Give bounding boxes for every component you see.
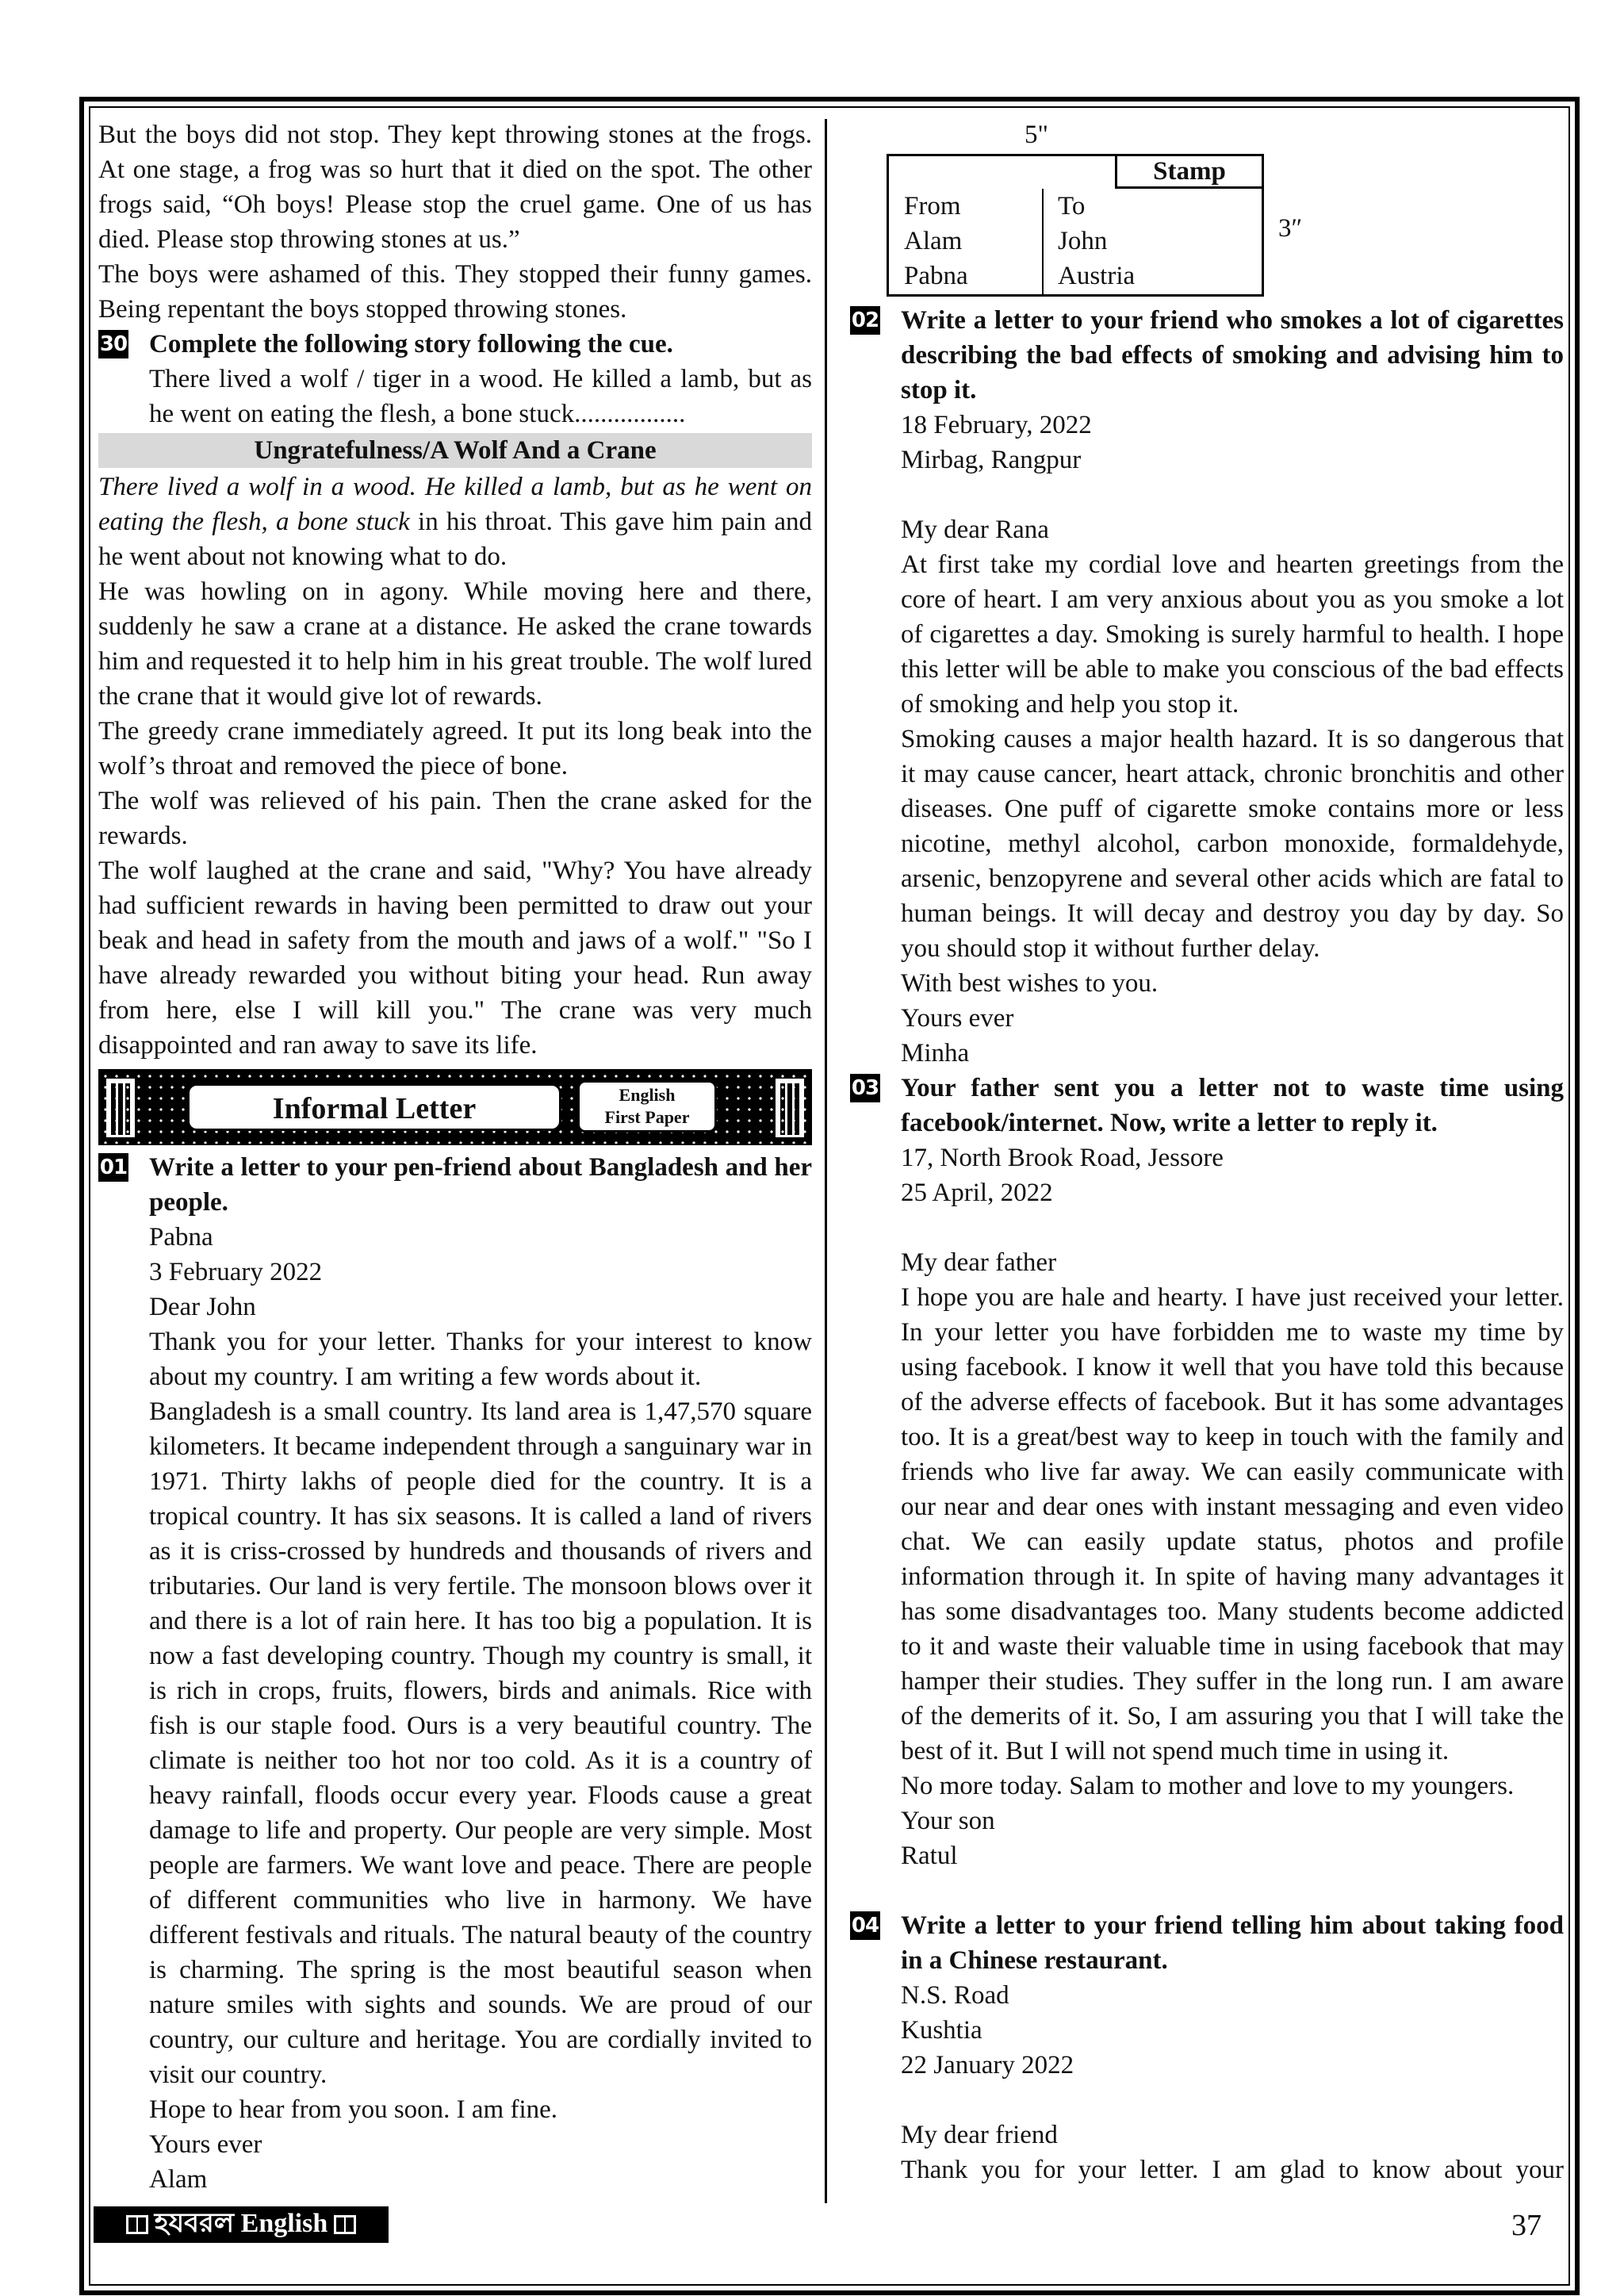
question-text: Write a letter to your friend who smokes a lot of cigarettes describing the bad effects of smoking and advising him to stop it. <box>901 306 1564 404</box>
left-column <box>98 117 812 2197</box>
story-title: Ungratefulness/A Wolf And a Crane <box>98 433 812 468</box>
column-divider <box>825 119 827 2203</box>
question-02 <box>850 303 1564 408</box>
letter-paragraph: No more today. Salam to mother and love to my youngers. <box>901 1772 1515 1800</box>
letter-salutation: My dear friend <box>901 2121 1058 2149</box>
sender-line: From <box>904 192 961 220</box>
letter-signature: Minha <box>901 1039 970 1068</box>
story-opening-italic: There lived a wolf in a wood. He killed a lamb, but as he went on eating the flesh, a bone stuck <box>98 473 812 536</box>
story-paragraph: The wolf was relieved of his pain. Then the crane asked for the rewards. <box>98 787 812 850</box>
question-30 <box>98 327 812 362</box>
letter-paragraph: Smoking causes a major health hazard. It is so dangerous that it may cause cancer, heart attack, chronic bronchitis and other diseases. One puff of cigarette smoke contains more or less nicotine, methyl alcohol, carbon monoxide, formaldehyde, arsenic, benzopyrene and several other acids which are fatal to human beings. It will decay and destroy you day by day. So you should stop it without further delay. <box>901 725 1564 963</box>
sender-line: Pabna <box>904 262 968 290</box>
letter-paragraph: With best wishes to you. <box>901 969 1159 998</box>
section-title: Informal Letter <box>187 1083 561 1131</box>
question-text: Write a letter to your pen-friend about Bangladesh and her people. <box>149 1153 812 1217</box>
letter-date: 3 February 2022 <box>149 1258 323 1286</box>
letter-closing: Yours ever <box>149 2130 262 2159</box>
letter-paragraph: Thank you for your letter. I am glad to know about your <box>901 2156 1564 2184</box>
letter-signature: Ratul <box>901 1842 958 1870</box>
letter-place: Mirbag, Rangpur <box>901 446 1082 474</box>
story-cue: There lived a wolf / tiger in a wood. He killed a lamb, but as he went on eating the flesh, a bone stuck................. <box>149 365 812 428</box>
paper-label-subject: English <box>619 1085 676 1105</box>
letter-date: 22 January 2022 <box>901 2051 1074 2079</box>
story-paragraph: He was howling on in agony. While moving here and there, suddenly he saw a crane at a distance. He asked the crane towards him and requested it to help him in his great trouble. The wolf lured the crane that it would give lot of rewards. <box>98 577 812 711</box>
letter-address: N.S. Road <box>901 1981 1009 2010</box>
story-paragraph: The wolf laughed at the crane and said, "Why? You have already had sufficient rewards in having been permitted to draw out your beak and head in safety from the mouth and jaws of a wolf." "So I have already rewarded you without biting your head. Run away from here, else I will kill you." The crane was very much disappointed and ran away to save its life. <box>98 857 812 1060</box>
envelope-diagram <box>850 117 1564 303</box>
receiver-address <box>1058 189 1135 293</box>
question-text: Your father sent you a letter not to waste time using facebook/internet. Now, write a letter to reply it. <box>901 1074 1564 1137</box>
story-intro-paragraph: But the boys did not stop. They kept throwing stones at the frogs. At one stage, a frog was so hurt that it died on the spot. The other frogs said, “Oh boys! Please stop the cruel game. One of us has died. Please stop throwing stones at us.” <box>98 121 812 254</box>
paper-label <box>577 1080 717 1133</box>
books-icon <box>106 1079 135 1137</box>
letter-paragraph: Bangladesh is a small country. Its land area is 1,47,570 square kilometers. It became independent through a sanguinary war in 1971. Thirty lakhs of people died for the country. It is a tropical country. It has six seasons. It is called a land of rivers as it is criss-crossed by hundreds and thousands of rivers and tributaries. Our land is very fertile. The monsoon blows over it and there is a lot of rain here. It has too big a population. It is now a fast developing country. Though my country is small, it is rich in crops, fruits, flowers, birds and animals. Rice with fish is our staple food. Ours is a very beautiful country. The climate is neither too hot nor too cold. As it is a country of heavy rainfall, floods occur every year. Floods cause a great damage to life and property. Our people are very simple. Most people are farmers. We want love and peace. There are people of different communities who live in harmony. We have different festivals and rituals. The natural beauty of the country is charming. The spring is the most beautiful season when nature smiles with sights and sounds. We are proud of our country, our culture and heritage. You are cordially invited to visit our country. <box>149 1397 812 2089</box>
right-column <box>850 117 1564 2187</box>
publisher-logo-text: হযবরল English <box>154 2208 328 2238</box>
sender-line: Alam <box>904 227 963 255</box>
receiver-line: John <box>1058 227 1108 255</box>
letter-03 <box>850 1140 1564 1873</box>
letter-address: Kushtia <box>901 2016 982 2045</box>
receiver-line: Austria <box>1058 262 1136 290</box>
question-number-badge: 02 <box>850 306 880 335</box>
letter-salutation: My dear Rana <box>901 516 1049 544</box>
question-number-badge: 30 <box>98 330 128 358</box>
paper-label-part: First Paper <box>604 1107 690 1127</box>
story-paragraph: The greedy crane immediately agreed. It put its long beak into the wolf’s throat and removed the piece of bone. <box>98 717 812 780</box>
receiver-line: To <box>1058 192 1086 220</box>
question-text: Write a letter to your friend telling him about taking food in a Chinese restaurant. <box>901 1911 1564 1975</box>
book-icon <box>334 2215 356 2234</box>
envelope-divider <box>1042 189 1044 297</box>
letter-paragraph: Hope to hear from you soon. I am fine. <box>149 2095 558 2124</box>
stamp-box: Stamp <box>1115 154 1264 189</box>
question-number-badge: 04 <box>850 1911 880 1940</box>
envelope-width-label: 5" <box>1025 121 1048 149</box>
question-text: Complete the following story following the cue. <box>149 330 673 358</box>
letter-paragraph: Thank you for your letter. Thanks for your interest to know about my country. I am writing a few words about it. <box>149 1328 812 1391</box>
spacer <box>850 1873 1564 1908</box>
letter-date: 18 February, 2022 <box>901 411 1092 439</box>
spacer <box>901 2083 1564 2118</box>
question-number-badge: 03 <box>850 1074 880 1102</box>
letter-address: 17, North Brook Road, Jessore <box>901 1144 1224 1172</box>
letter-date: 25 April, 2022 <box>901 1179 1053 1207</box>
spacer <box>901 1210 1564 1245</box>
section-banner <box>98 1069 812 1145</box>
letter-01 <box>98 1220 812 2197</box>
question-03 <box>850 1071 1564 1140</box>
letter-04 <box>850 1978 1564 2187</box>
letter-paragraph: At first take my cordial love and hearten greetings from the core of heart. I am very anxious about you as you smoke a lot of cigarettes a day. Smoking is surely harmful to health. I hope this letter will be able to make you conscious of the bad effects of smoking and help you stop it. <box>901 550 1564 719</box>
books-icon <box>776 1079 804 1137</box>
sender-address <box>904 189 968 293</box>
letter-salutation: Dear John <box>149 1293 256 1321</box>
story-intro-paragraph: The boys were ashamed of this. They stopped their funny games. Being repentant the boys stopped throwing stones. <box>98 260 812 324</box>
publisher-logo <box>94 2206 389 2243</box>
story-opening <box>98 470 812 574</box>
letter-closing: Your son <box>901 1807 995 1835</box>
letter-place: Pabna <box>149 1223 213 1251</box>
letter-closing: Yours ever <box>901 1004 1014 1033</box>
letter-salutation: My dear father <box>901 1248 1057 1277</box>
letter-signature: Alam <box>149 2165 208 2194</box>
letter-02 <box>850 408 1564 1071</box>
page-number: 37 <box>1511 2209 1542 2242</box>
question-01 <box>98 1150 812 1220</box>
spacer <box>901 477 1564 512</box>
envelope-height-label: 3″ <box>1278 214 1303 243</box>
question-number-badge: 01 <box>98 1153 128 1182</box>
book-icon <box>126 2215 148 2234</box>
story-opening-rest: in his throat. This gave him pain and he went about not knowing what to do. <box>98 508 812 571</box>
question-04 <box>850 1908 1564 1978</box>
letter-paragraph: I hope you are hale and hearty. I have just received your letter. In your letter you have forbidden me to waste my time by using facebook. I know it well that you have told this because of the adverse effects of facebook. But it has some advantages too. It is a great/best way to keep in touch with the family and friends who live far away. We can easily communicate with our near and dear ones with instant messaging and even video chat. We can easily update status, photos and profile information through it. In spite of having many advantages it has some disadvantages too. Many students become addicted to it and waste their valuable time in using facebook that may hamper their studies. They suffer in the long run. I am aware of the demerits of it. So, I am assuring you that I will take the best of it. But I will not spend much time in using it. <box>901 1283 1564 1765</box>
